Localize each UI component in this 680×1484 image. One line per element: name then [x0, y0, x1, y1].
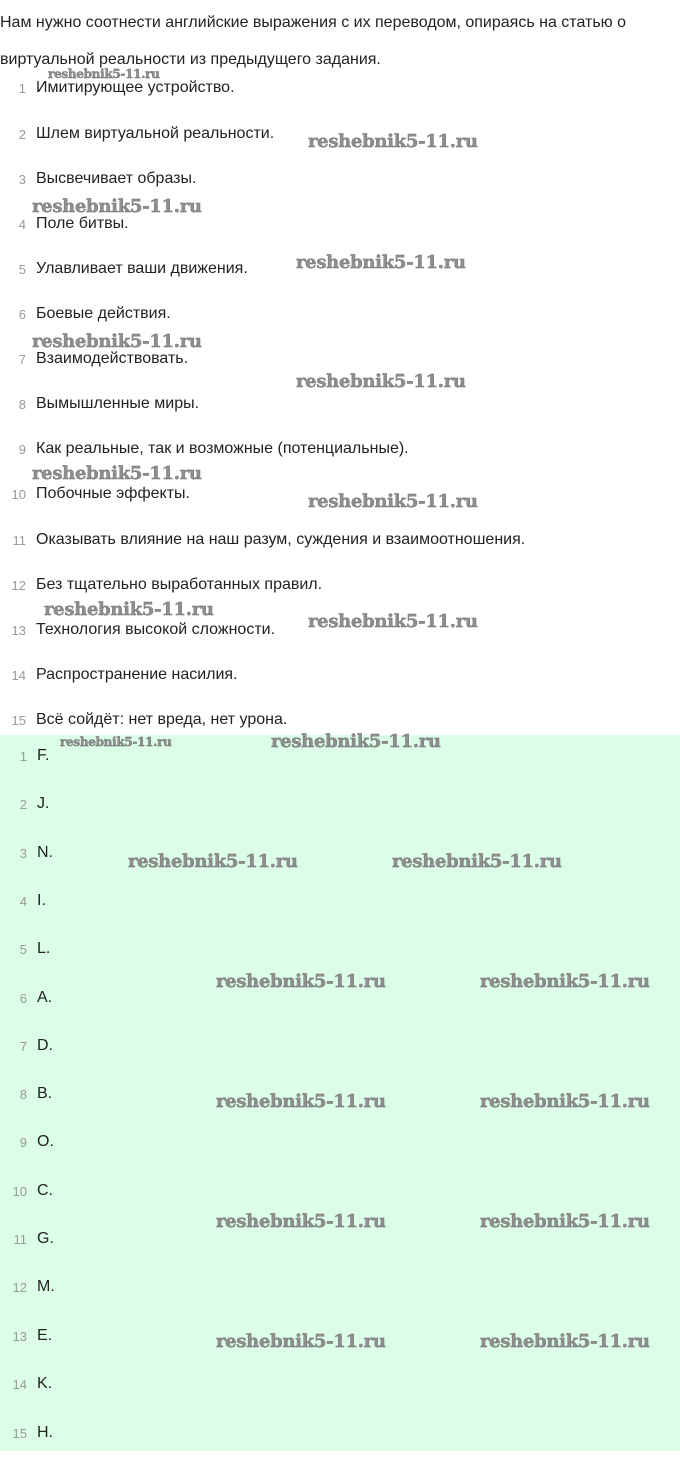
question-number: 1: [18, 80, 26, 96]
question-text: Имитирующее устройство.: [36, 79, 235, 96]
question-item: [0, 437, 409, 461]
question-number: 14: [11, 667, 26, 683]
question-item: [0, 528, 525, 552]
answer-text: H.: [37, 1424, 53, 1441]
question-text: Улавливает ваши движения.: [36, 260, 248, 277]
question-text: Как реальные, так и возможные (потенциальные).: [36, 440, 409, 457]
watermark: reshebnik5-11.ru: [271, 731, 441, 752]
question-number: 8: [18, 396, 26, 412]
watermark: reshebnik5-11.ru: [308, 611, 478, 632]
answer-item: [0, 744, 49, 768]
watermark: reshebnik5-11.ru: [32, 463, 202, 484]
question-text: Всё сойдёт: нет вреда, нет урона.: [36, 711, 288, 728]
answer-number: 5: [19, 941, 27, 957]
watermark: reshebnik5-11.ru: [216, 1091, 386, 1112]
answer-item: [0, 1275, 55, 1299]
answer-text: D.: [37, 1037, 53, 1054]
question-item: [0, 257, 248, 281]
question-number: 7: [18, 351, 26, 367]
question-item: [0, 122, 274, 146]
answer-item: [0, 1034, 53, 1058]
answer-text: I.: [37, 892, 46, 909]
watermark: reshebnik5-11.ru: [480, 1211, 650, 1232]
question-text: Боевые действия.: [36, 305, 171, 322]
answer-item: [0, 937, 50, 961]
answer-number: 9: [19, 1134, 27, 1150]
question-number: 11: [12, 532, 26, 548]
question-text: Технология высокой сложности.: [36, 621, 276, 638]
question-number: 4: [18, 216, 26, 232]
answer-number: 13: [12, 1328, 27, 1344]
question-text: Шлем виртуальной реальности.: [36, 125, 275, 142]
watermark: reshebnik5-11.ru: [32, 196, 202, 217]
question-number: 6: [18, 306, 26, 322]
question-number: 9: [18, 441, 26, 457]
watermark: reshebnik5-11.ru: [216, 1331, 386, 1352]
watermark: reshebnik5-11.ru: [480, 1331, 650, 1352]
watermark: reshebnik5-11.ru: [480, 1091, 650, 1112]
answer-item: [0, 792, 49, 816]
watermark: reshebnik5-11.ru: [480, 971, 650, 992]
question-text: Взаимодействовать.: [36, 350, 189, 367]
answer-item: [0, 841, 53, 865]
watermark: reshebnik5-11.ru: [32, 331, 202, 352]
answer-text: E.: [37, 1327, 53, 1344]
question-text: Оказывать влияние на наш разум, суждения и взаимоотношения.: [36, 531, 526, 548]
question-number: 12: [11, 577, 26, 593]
answer-number: 14: [12, 1376, 27, 1392]
answer-text: G.: [37, 1230, 54, 1247]
question-item: [0, 302, 171, 326]
answer-text: N.: [37, 844, 53, 861]
answer-number: 3: [19, 845, 27, 861]
answer-text: M.: [37, 1278, 55, 1295]
watermark: reshebnik5-11.ru: [48, 67, 160, 81]
answer-text: F.: [37, 747, 50, 764]
answer-text: J.: [37, 795, 50, 812]
answer-item: [0, 1372, 52, 1396]
question-item: [0, 482, 190, 506]
watermark: reshebnik5-11.ru: [296, 371, 466, 392]
answer-number: 2: [19, 796, 27, 812]
answer-text: O.: [37, 1133, 54, 1150]
answer-text: A.: [37, 989, 53, 1006]
question-number: 3: [18, 171, 26, 187]
watermark: reshebnik5-11.ru: [216, 971, 386, 992]
question-text: Без тщательно выработанных правил.: [36, 576, 323, 593]
question-number: 15: [11, 712, 26, 728]
question-item: [0, 392, 199, 416]
question-item: [0, 663, 238, 687]
answer-item: [0, 1082, 52, 1106]
answer-number: 7: [19, 1038, 27, 1054]
question-item: [0, 618, 275, 642]
watermark: reshebnik5-11.ru: [392, 851, 562, 872]
answer-text: K.: [37, 1375, 53, 1392]
watermark: reshebnik5-11.ru: [128, 851, 298, 872]
answer-number: 10: [12, 1183, 27, 1199]
answer-item: [0, 1130, 54, 1154]
answer-number: 15: [12, 1425, 27, 1441]
question-text: Вымышленные миры.: [36, 395, 200, 412]
answer-text: L.: [37, 940, 51, 957]
answer-item: [0, 1421, 53, 1445]
watermark: reshebnik5-11.ru: [308, 491, 478, 512]
answer-item: [0, 1179, 53, 1203]
answer-item: [0, 986, 52, 1010]
intro-text: Нам нужно соотнести английские выражения с их переводом, опираясь на статью о виртуальной реальности из предыдущего задания.: [0, 14, 626, 68]
answer-number: 8: [19, 1086, 27, 1102]
question-number: 5: [18, 261, 26, 277]
watermark: reshebnik5-11.ru: [308, 131, 478, 152]
question-text: Высвечивает образы.: [36, 170, 197, 187]
watermark: reshebnik5-11.ru: [216, 1211, 386, 1232]
answer-number: 12: [12, 1279, 27, 1295]
watermark: reshebnik5-11.ru: [296, 252, 466, 273]
answer-number: 11: [13, 1231, 27, 1247]
question-text: Распространение насилия.: [36, 666, 238, 683]
answer-text: B.: [37, 1085, 53, 1102]
answer-item: [0, 889, 46, 913]
question-number: 2: [18, 126, 26, 142]
question-item: [0, 167, 196, 191]
question-text: Поле битвы.: [36, 215, 129, 232]
watermark: reshebnik5-11.ru: [44, 599, 214, 620]
answer-text: C.: [37, 1182, 53, 1199]
question-number: 10: [11, 486, 26, 502]
watermark: reshebnik5-11.ru: [60, 735, 172, 749]
answer-number: 6: [19, 990, 27, 1006]
answer-number: 1: [19, 748, 27, 764]
answer-number: 4: [19, 893, 27, 909]
question-item: [0, 708, 287, 732]
question-item: [0, 573, 322, 597]
answer-item: [0, 1324, 52, 1348]
question-text: Побочные эффекты.: [36, 485, 190, 502]
answer-item: [0, 1227, 54, 1251]
question-number: 13: [11, 622, 26, 638]
